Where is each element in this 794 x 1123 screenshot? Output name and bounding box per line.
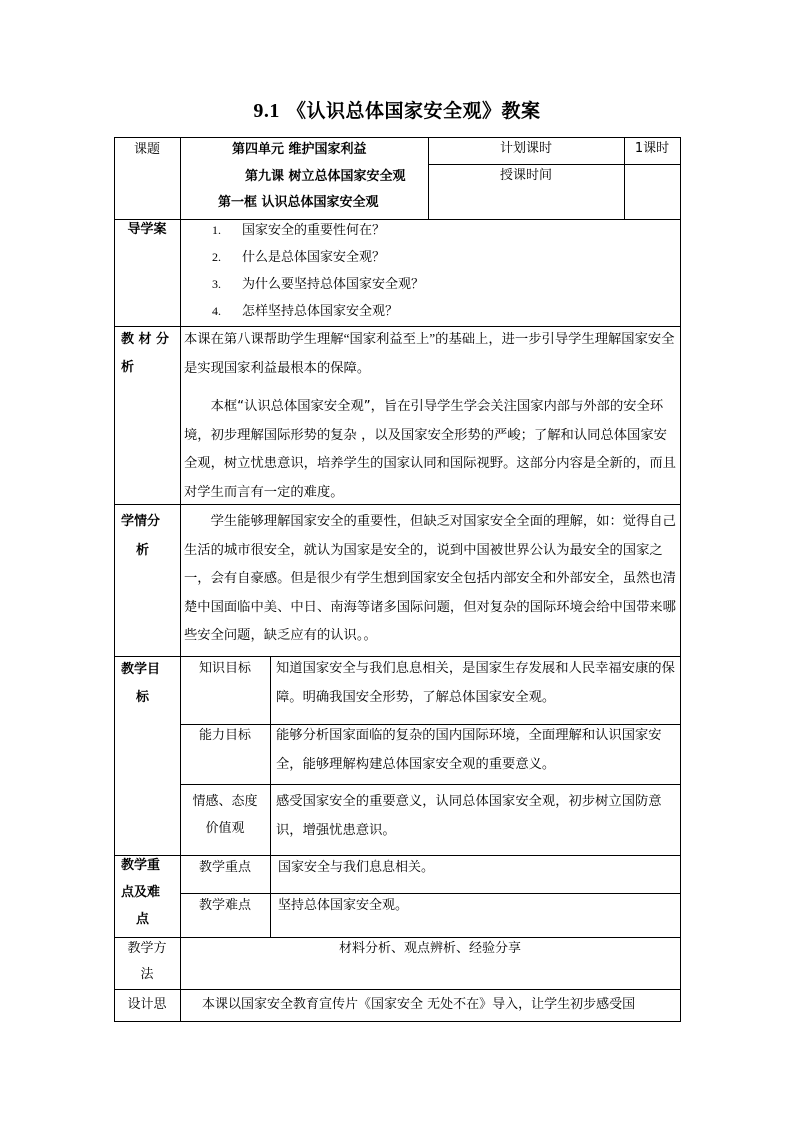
guide-item: 2. 什么是总体国家安全观？: [212, 250, 386, 265]
emotion-goal-label-2: 价值观: [205, 821, 245, 836]
difficult-point-label: 教学难点: [198, 898, 251, 913]
title-number: 9.1: [253, 100, 280, 122]
plan-hours-value: 1课时: [634, 141, 670, 156]
student-analysis-content: 学生能够理解国家安全的重要性，但缺乏对国家安全全面的理解，如：觉得自己生活的城市很安全，就认为国家是安全的，说到中国被世界公认为最安全的国家之一，会有自豪感。但是很少有学生想到国家安全包括内部安全和外部安全，虽然也清楚中国面临中美、中日、南海等诸多国际问题，但对复杂的国际环境会给中国带来哪些安全问题，缺乏应有的认识。。: [184, 514, 676, 643]
section-title: 第一框 认识总体国家安全观: [218, 195, 379, 210]
unit-title: 第四单元 维护国家利益: [232, 142, 367, 157]
methods-label-2: 法: [140, 967, 154, 982]
guide-label: 导学案: [127, 222, 167, 237]
teach-time-label: 授课时间: [499, 168, 552, 183]
design-label: 设计思: [127, 997, 167, 1012]
document-title: [0, 96, 794, 123]
design-text: 本课以国家安全教育宣传片《国家安全 无处不在》导入，让学生初步感受国: [202, 997, 636, 1012]
key-points-label-3: 点: [136, 912, 150, 927]
knowledge-goal-label: 知识目标: [198, 661, 251, 676]
knowledge-goal-text: 知道国家安全与我们息息相关，是国家生存发展和人民幸福安康的保障。明确我国安全形势，了解总体国家安全观。: [276, 661, 675, 705]
key-point-label: 教学重点: [198, 860, 251, 875]
methods-label-1: 教学方: [127, 941, 167, 956]
key-points-label-1: 教学重: [121, 858, 161, 873]
student-analysis-label-2: 析: [136, 543, 150, 558]
title-text: 《认识总体国家安全观》教案: [287, 100, 541, 122]
textbook-analysis-label-2: 析: [121, 360, 135, 375]
emotion-goal-text: 感受国家安全的重要意义，认同总体国家安全观，初步树立国防意识，增强忧患意识。: [276, 794, 662, 838]
emotion-goal-label-1: 情感、态度: [192, 794, 258, 809]
methods-text: 材料分析、观点辨析、经验分享: [338, 941, 521, 956]
guide-item: 4. 怎样坚持总体国家安全观？: [212, 304, 399, 319]
guide-item: 1. 国家安全的重要性何在？: [212, 223, 386, 238]
objectives-label-2: 标: [136, 690, 150, 705]
key-points-label-2: 点及难: [121, 885, 161, 900]
key-point-text: 国家安全与我们息息相关。: [278, 860, 435, 875]
student-analysis-label-1: 学情分: [121, 514, 161, 529]
plan-hours-label: 计划课时: [499, 141, 552, 156]
ability-goal-label: 能力目标: [198, 728, 251, 743]
lesson-title: 第九课 树立总体国家安全观: [245, 169, 406, 184]
objectives-label-1: 教学目: [121, 662, 161, 677]
ability-goal-text: 能够分析国家面临的复杂的国内国际环境，全面理解和认识国家安全，能够理解构建总体国家安全观的重要意义。: [276, 728, 662, 772]
guide-item: 3. 为什么要坚持总体国家安全观？: [212, 277, 425, 292]
textbook-analysis-content: 本课在第八课帮助学生理解“国家利益至上”的基础上，进一步引导学生理解国家安全是实现国家利益最根本的保障。 本框“认识总体国家安全观”，旨在引导学生学会关注国家内部与外部的安全环境，初步理解国际形势的复杂 ，以及国家安全形势的严峻；了解和认同总体国家安全观，树立忧患意识，培养学生的国家认同和国际视野。这部分内容是全新的，而且对学生而言有一定的难度。: [184, 331, 676, 500]
lesson-label: 课题: [133, 142, 160, 157]
textbook-analysis-label-1: 教 材 分: [121, 332, 170, 347]
difficult-point-text: 坚持总体国家安全观。: [278, 898, 409, 913]
